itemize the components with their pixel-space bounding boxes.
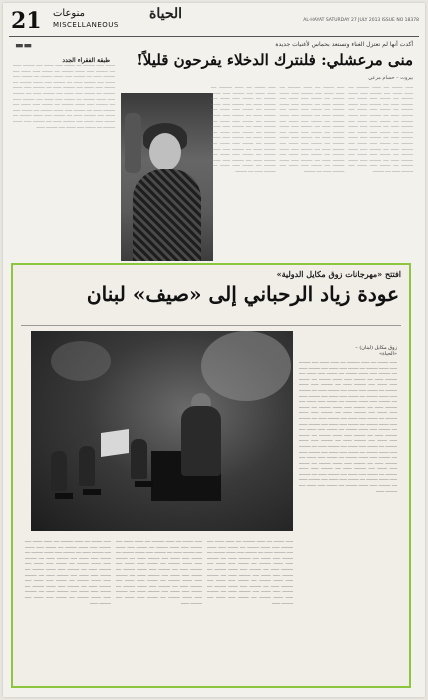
feature-columns	[25, 539, 293, 680]
feature-dateline: زوق مكايل (لبنان) –	[355, 345, 397, 351]
singer-photo	[121, 93, 213, 261]
feature-lead-text: ـــــــ ــــــــــ ـــــ ــــــــ ــــــــــــ ـــــ ــــــــ ـــــــــ ــــــ ـــــــــــ ـــــــ ـــــــــ ـــــــــــ ـــــ ــــــــــ ـــــــ ـــــــــ ــــــ ـــــــــــ ــــــــ ـــــ ـــــــــــ ـــــــ ـــــــــ ـــــــــــ ـــــ ــــــــــ ـــــــ ـــــــــ ــــــ ـــــــــــ ــــــــ ـــــ ـــــــــــ ـــــــ ـــــــــ ـــــــــــ ـــــ ــــــــــ ـــــــ ـــــــــ ــــــ ـــــــــــ ــــــــ ـــــ ـــــــــــ ـــــــ ـــــــــ ـــــــــــ ـــــ ــــــــــ ـــــــ ـــــــــ ــــــ ـــــــــــ ــــــــ ـــــ ـــــــــــ ـــــــ ـــــــــ ـــــــــــ ـــــ ــــــــــ ـــــــ ـــــــــ ــــــ ـــــــــــ ــــــــ ـــــ ـــــــــــ ـــــــ ـــــــــ ـــــــــــ ـــــ ــــــــــ ـــــــ ـــــــــ ــــــ ـــــــــــ ــــــــ ـــــ ـــــــــــ ـــــــ ـــــــــ ـــــــــــ ـــــ ــــــــــ ـــــــ ـــــــــ ــــــ ـــــــــــ ــــــــ ـــــ ـــــــــــ ـــــــ ـــــــــ ـــــــــــ ـــــ ــــــــــ ـــــــ ـــــــــ ــــــ ـــــــــــ ــــــــ ـــــ ـــــــــــ ـــــــ ـــــــــ ـــــــــــ ـــــ ــــــــــ ـــــــ ـــــــــ ــــــ ـــــــــــ ــــــــ ـــــ ـــــــــــ ـــــــ ـــــــــ ـــــــــــ ـــــ ــــــــــ ـــــــ ـــــــــ ــــــ ـــــــــــ ــــــــ ـــــ ـــــــــــ ـــــــ ـــــــــ ـــــــــــ ـــــ ــــــــــ ـــــــ ـــــــــ ــــــ ـــــــــــ ــــــــ ـــــ ـــــــــــ ـــــــ ـــــــــ ـــــــــــ ـــــ ــــــــــ ـــــــ ـــــــــ ــــــ ـــــــــــ ــــــــ ـــــ ـــــــــــ ـــــــ ـــــــــ ـــــــــــ ـــــ ــــــــــ ـــــــ ـــــــــ ــــــ ـــــــــــ ــــــــ ـــــ ـــــــــــ ـــــــ ـــــــــ ـــــــــــ ـــــ ــــــــــ ـــــــ ـــــــــ ــــــ ـــــــــــ ــــــــ ـــــ ـــــــــــ ـــــــ ـــــــــ ـــــــــــ ـــــ ــــــــــ ـــــــ ـــــــــ ــــــ ـــــــــــ ــــــــ ـــــ ـــــــــــ ـــــــ ـــــــــ ـــــــــــ ـــــ ــــــــــ ـــــــ ـــــــــ ــــــ ـــــــــــ ــــــــ ـــــ ـــــــــــ ـــــــ ـــــــــ ـــــــــــ ـــــ ــــــــــ ـــــــ ـــــــــ ــــــ ـــــــــــ ــــــــ ـــــ ـــــــــــ ـــــــ ـــــــــ ـــــــــــ ـــــ ــــــــــ ـــــــ ـــــــــ ــــــ ـــــــــــ ــــــــ	[299, 360, 397, 493]
masthead-rule	[9, 36, 419, 37]
story-byline: بيروت – حسام مرعي	[368, 75, 413, 81]
masthead-dateline: AL-HAYAT SATURDAY 27 JULY 2013 ISSUE NO 18378	[303, 18, 419, 23]
story-kicker: أكدت أنها لم تعتزل الغناء وتستعد بحماس لأغنيات جديدة	[275, 41, 413, 48]
newspaper-logo: الحياة	[149, 6, 183, 22]
story-column: ـــــــ ــــــــــ ـــــ ــــــــ ــــــــــــ ـــــ ــــــــ ـــــــــ ــــــ ـــــــــــ ـــــــ ـــــــــ ـــــــــــ ـــــ ــــــــــ ـــــــ ـــــــــ ــــــ ـــــــــــ ــــــــ ـــــ ـــــــــــ ـــــــ ـــــــــ ـــــــــــ ـــــ ــــــــــ ـــــــ ـــــــــ ــــــ ـــــــــــ ــــــــ ـــــ ـــــــــــ ـــــــ ـــــــــ ـــــــــــ ـــــ ــــــــــ ـــــــ ـــــــــ ــــــ ـــــــــــ ــــــــ ـــــ ـــــــــــ ـــــــ ـــــــــ ـــــــــــ ـــــ ــــــــــ ـــــــ ـــــــــ ــــــ ـــــــــــ ــــــــ ـــــ ـــــــــــ ـــــــ ـــــــــ ـــــــــــ ـــــ ــــــــــ ـــــــ ـــــــــ ــــــ ـــــــــــ ــــــــ ـــــ ـــــــــــ ـــــــ ـــــــــ ـــــــــــ ـــــ ــــــــــ ـــــــ ـــــــــ ــــــ ـــــــــــ ــــــــ ـــــ ـــــــــــ ـــــــ ـــــــــ ـــــــــــ ـــــ ــــــــــ ـــــــ ـــــــــ ــــــ ـــــــــــ ــــــــ ـــــ ـــــــــــ	[279, 85, 345, 173]
column-header	[15, 41, 110, 64]
feature-column: ـــــــ ــــــــــ ـــــ ــــــــ ــــــــــــ ـــــ ــــــــ ـــــــــ ــــــ ـــــــــــ ـــــــ ـــــــــ ـــــــــــ ـــــ ــــــــــ ـــــــ ـــــــــ ــــــ ـــــــــــ ــــــــ ـــــ ـــــــــــ ـــــــ ـــــــــ ـــــــــــ ـــــ ــــــــــ ـــــــ ـــــــــ ــــــ ـــــــــــ ــــــــ ـــــ ـــــــــــ ـــــــ ـــــــــ ـــــــــــ ـــــ ــــــــــ ـــــــ ـــــــــ ــــــ ـــــــــــ ــــــــ ـــــ ـــــــــــ ـــــــ ـــــــــ ـــــــــــ ـــــ ــــــــــ ـــــــ ـــــــــ ــــــ ـــــــــــ ــــــــ ـــــ ـــــــــــ ـــــــ ـــــــــ ـــــــــــ ـــــ ــــــــــ ـــــــ ـــــــــ ــــــ ـــــــــــ ــــــــ ـــــ ـــــــــــ ـــــــ ـــــــــ ـــــــــــ ـــــ ــــــــــ ـــــــ ـــــــــ ــــــ ـــــــــــ ــــــــ ـــــ ـــــــــــ ـــــــ ـــــــــ ـــــــــــ ـــــ ــــــــــ ـــــــ ـــــــــ ــــــ ـــــــــــ ــــــــ	[25, 539, 111, 605]
feature-divider	[21, 325, 401, 326]
feature-body	[21, 345, 401, 680]
feature-column: ـــــــ ــــــــــ ـــــ ــــــــ ــــــــــــ ـــــ ــــــــ ـــــــــ ــــــ ـــــــــــ ـــــــ ـــــــــ ـــــــــــ ـــــ ــــــــــ ـــــــ ـــــــــ ــــــ ـــــــــــ ــــــــ ـــــ ـــــــــــ ـــــــ ـــــــــ ـــــــــــ ـــــ ــــــــــ ـــــــ ـــــــــ ــــــ ـــــــــــ ــــــــ ـــــ ـــــــــــ ـــــــ ـــــــــ ـــــــــــ ـــــ ــــــــــ ـــــــ ـــــــــ ــــــ ـــــــــــ ــــــــ ـــــ ـــــــــــ ـــــــ ـــــــــ ـــــــــــ ـــــ ــــــــــ ـــــــ ـــــــــ ــــــ ـــــــــــ ــــــــ ـــــ ـــــــــــ ـــــــ ـــــــــ ـــــــــــ ـــــ ــــــــــ ـــــــ ـــــــــ ــــــ ـــــــــــ ــــــــ ـــــ ـــــــــــ ـــــــ ـــــــــ ـــــــــــ ـــــ ــــــــــ ـــــــ ـــــــــ ــــــ ـــــــــــ ــــــــ ـــــ ـــــــــــ ـــــــ ـــــــــ ـــــــــــ ـــــ ــــــــــ ـــــــ ـــــــــ ــــــ ـــــــــــ ــــــــ	[116, 539, 202, 605]
column-body	[13, 63, 115, 263]
story-column: ـــــــ ــــــــــ ـــــ ــــــــ ــــــــــــ ـــــ ــــــــ ـــــــــ ــــــ ـــــــــــ ـــــــ ـــــــــ ـــــــــــ ـــــ ــــــــــ ـــــــ ـــــــــ ــــــ ـــــــــــ ــــــــ ـــــ ـــــــــــ ـــــــ ـــــــــ ـــــــــــ ـــــ ــــــــــ ـــــــ ـــــــــ ــــــ ـــــــــــ ــــــــ ـــــ ـــــــــــ ـــــــ ـــــــــ ـــــــــــ ـــــ ــــــــــ ـــــــ ـــــــــ ــــــ ـــــــــــ ــــــــ ـــــ ـــــــــــ ـــــــ ـــــــــ ـــــــــــ ـــــ ــــــــــ ـــــــ ـــــــــ ــــــ ـــــــــــ ــــــــ ـــــ ـــــــــــ ـــــــ ـــــــــ ـــــــــــ ـــــ ــــــــــ ـــــــ ـــــــــ ــــــ ـــــــــــ ــــــــ ـــــ ـــــــــــ ـــــــ ـــــــــ ـــــــــــ ـــــ ــــــــــ ـــــــ ـــــــــ ــــــ ـــــــــــ ــــــــ ـــــ ـــــــــــ ـــــــ ـــــــــ ـــــــــــ ـــــ ــــــــــ ـــــــ ـــــــــ ــــــ ـــــــــــ ــــــــ ـــــ ـــــــــــ	[210, 85, 276, 173]
feature-lead-column	[299, 345, 397, 685]
story-column: ـــــــ ــــــــــ ـــــ ــــــــ ــــــــــــ ـــــ ــــــــ ـــــــــ ــــــ ـــــــــــ ـــــــ ـــــــــ ـــــــــــ ـــــ ــــــــــ ـــــــ ـــــــــ ــــــ ـــــــــــ ــــــــ ـــــ ـــــــــــ ـــــــ ـــــــــ ـــــــــــ ـــــ ــــــــــ ـــــــ ـــــــــ ــــــ ـــــــــــ ــــــــ ـــــ ـــــــــــ ـــــــ ـــــــــ ـــــــــــ ـــــ ــــــــــ ـــــــ ـــــــــ ــــــ ـــــــــــ ــــــــ ـــــ ـــــــــــ ـــــــ ـــــــــ ـــــــــــ ـــــ ــــــــــ ـــــــ ـــــــــ ــــــ ـــــــــــ ــــــــ ـــــ ـــــــــــ ـــــــ ـــــــــ ـــــــــــ ـــــ ــــــــــ ـــــــ ـــــــــ ــــــ ـــــــــــ ــــــــ ـــــ ـــــــــــ ـــــــ ـــــــــ ـــــــــــ ـــــ ــــــــــ ـــــــ ـــــــــ ــــــ ـــــــــــ ــــــــ ـــــ ـــــــــــ ـــــــ ـــــــــ ـــــــــــ ـــــ ــــــــــ ـــــــ ـــــــــ ــــــ ـــــــــــ ــــــــ ـــــ ـــــــــــ	[348, 85, 413, 173]
page-number: 21	[11, 8, 42, 34]
featured-article[interactable]	[11, 263, 411, 688]
section-name-english: MISCELLANEOUS	[53, 21, 119, 29]
column-title: طبقة الفقراء الجدد	[62, 57, 110, 64]
column-text-block: ـــــــــ ـــــــ ـــــــــــ ـــــ ــــــــــ ـــــــ ـــــــــ ــــــ ـــــــــــ ــــــــ ـــــ ـــــــــــ ـــــــ ـــــــــ ـــــــــــ ـــــ ــــــــــ ـــــــ ـــــــــ ــــــ ـــــــــــ ــــــــ ـــــ ـــــــــــ ـــــــ ـــــــــ ـــــــــــ ـــــ ــــــــــ ـــــــ ـــــــــ ــــــ ـــــــــــ ــــــــ ـــــ ـــــــــــ ـــــــ ـــــــــ ـــــــــــ ـــــ ــــــــــ ـــــــ ـــــــــ ــــــ ـــــــــــ ــــــــ ـــــ ـــــــــــ ـــــــ ـــــــــ ـــــــــــ ـــــ ــــــــــ ـــــــ ـــــــــ ــــــ ـــــــــــ ــــــــ ـــــ ـــــــــــ ـــــــ ـــــــــ ـــــــــــ ـــــ ــــــــــ ـــــــ ـــــــــ ــــــ ـــــــــــ ــــــــ ـــــ ـــــــــــ ـــــــ ـــــــــ ـــــــــــ ـــــ ــــــــــ ـــــــ ـــــــــ ــــــ ـــــــــــ ــــــــ ـــــ ـــــــــــ ـــــــ ـــــــــ ـــــــــــ ـــــ ــــــــــ ـــــــ ـــــــــ ــــــ ـــــــــــ ــــــــ ـــــ ـــــــــــ ـــــــ ـــــــــ ـــــــــــ ـــــ ــــــــــ ـــــــ ـــــــــ ــــــ ـــــــــــ ــــــــ ـــــ ـــــــــــ ـــــــ ـــــــــ ـــــــــــ ـــــ ــــــــــ ـــــــ ـــــــــ ــــــ ـــــــــــ ــــــــ	[13, 63, 115, 129]
feature-headline: عودة زياد الرحباني إلى «صيف» لبنان	[86, 282, 399, 306]
story-body	[211, 85, 413, 261]
feature-kicker: افتتح «مهرجانات زوق مكايل الدولية»	[276, 269, 401, 279]
story-headline: منى مرعشلي: فلنترك الدخلاء يفرحون قليلاً!	[136, 51, 413, 69]
masthead	[9, 6, 419, 36]
section-name-arabic: منوعات	[53, 8, 85, 19]
feature-source: «الحياة»	[379, 351, 397, 357]
column-logo-icon: ▬▬	[15, 41, 33, 51]
feature-column: ـــــــ ــــــــــ ـــــ ــــــــ ــــــــــــ ـــــ ــــــــ ـــــــــ ــــــ ـــــــــــ ـــــــ ـــــــــ ـــــــــــ ـــــ ــــــــــ ـــــــ ـــــــــ ــــــ ـــــــــــ ــــــــ ـــــ ـــــــــــ ـــــــ ـــــــــ ـــــــــــ ـــــ ــــــــــ ـــــــ ـــــــــ ــــــ ـــــــــــ ــــــــ ـــــ ـــــــــــ ـــــــ ـــــــــ ـــــــــــ ـــــ ــــــــــ ـــــــ ـــــــــ ــــــ ـــــــــــ ــــــــ ـــــ ـــــــــــ ـــــــ ـــــــــ ـــــــــــ ـــــ ــــــــــ ـــــــ ـــــــــ ــــــ ـــــــــــ ــــــــ ـــــ ـــــــــــ ـــــــ ـــــــــ ـــــــــــ ـــــ ــــــــــ ـــــــ ـــــــــ ــــــ ـــــــــــ ــــــــ ـــــ ـــــــــــ ـــــــ ـــــــــ ـــــــــــ ـــــ ــــــــــ ـــــــ ـــــــــ ــــــ ـــــــــــ ــــــــ ـــــ ـــــــــــ ـــــــ ـــــــــ ـــــــــــ ـــــ ــــــــــ ـــــــ ـــــــــ ــــــ ـــــــــــ ــــــــ	[207, 539, 293, 605]
